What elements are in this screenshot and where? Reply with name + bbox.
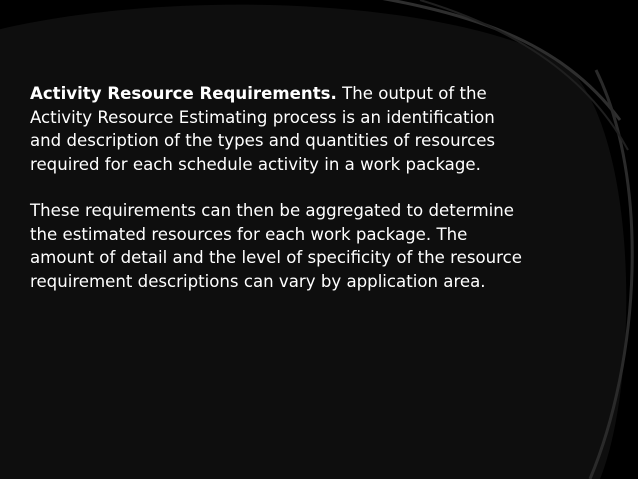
paragraph-aggregation: These requirements can then be aggregated to determine the estimated resources for each work package. The amount of detail and the level of specificity of the resource requirement descriptions can vary by application area. xyxy=(30,201,522,291)
paragraph-1-text: The output of the Activity Resource Estimating process is an identification and description of the types and quantities of resources required for each schedule activity in a work package. xyxy=(30,84,496,174)
lead-term: Activity Resource Requirements. xyxy=(30,84,337,103)
paragraph-activity-resource-requirements xyxy=(30,82,530,176)
slide-body xyxy=(30,82,530,316)
